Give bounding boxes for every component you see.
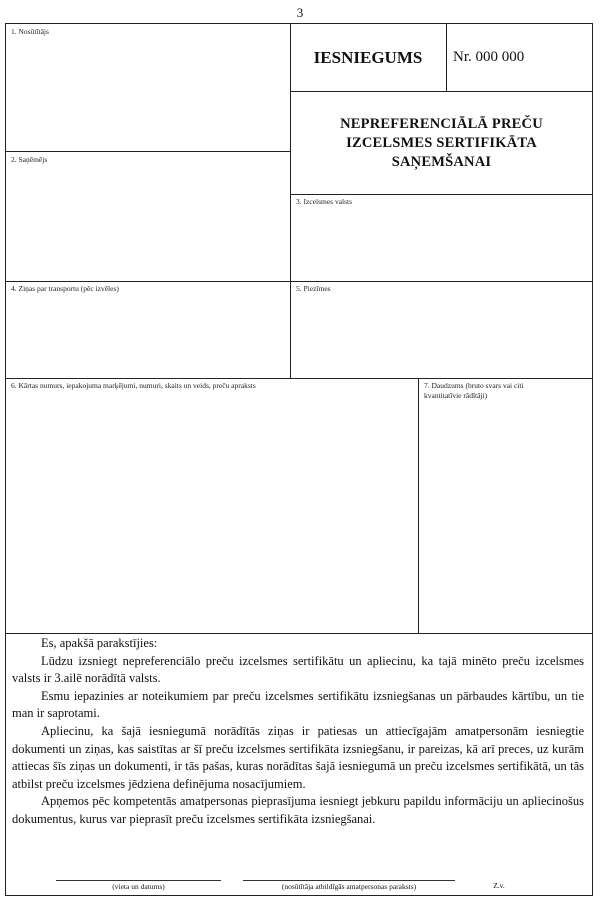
declaration-intro: Es, apakšā parakstījies: xyxy=(41,636,158,650)
goods-box[interactable]: 6. Kārtas numurs, iepakojuma marķējumi, numuri, skaits un veids, preču apraksts xyxy=(11,381,256,390)
divider xyxy=(446,24,447,91)
divider xyxy=(6,151,290,152)
quantity-box-line2: kvantitatīvie rādītāji) xyxy=(424,391,488,400)
divider xyxy=(6,633,593,634)
place-date-line[interactable] xyxy=(56,880,221,881)
origin-country-box[interactable]: 3. Izcelsmes valsts xyxy=(296,197,353,206)
divider xyxy=(6,378,593,379)
form-number: Nr. 000 000 xyxy=(453,49,525,65)
declaration-paragraph: Esmu iepazinies ar noteikumiem par preču izcelsmes sertifikātu izsniegšanas un pārbaudes kārtību, un tie man ir saprotami. xyxy=(12,688,584,721)
heading-line: SAŅEMŠANAI xyxy=(391,154,492,170)
declaration xyxy=(12,635,584,829)
divider xyxy=(290,91,593,92)
divider xyxy=(6,281,593,282)
form-heading xyxy=(290,115,593,172)
heading-line: NEPREFERENCIĀLĀ PREČU xyxy=(340,116,543,132)
quantity-box[interactable]: 7. Daudzums (bruto svars vai citi xyxy=(424,381,524,390)
page-number: 3 xyxy=(296,5,304,20)
declaration-paragraph: Lūdzu izsniegt nepreferenciālo preču izcelsmes sertifikātu un apliecinu, ka tajā minēto preču izcelsmes valsts ir 3.ailē norādītā valsts. xyxy=(12,653,584,686)
divider xyxy=(290,24,291,379)
divider xyxy=(290,194,593,195)
signature-caption: (nosūtītāja atbildīgās amatpersonas paraksts) xyxy=(281,882,417,891)
signature-line[interactable] xyxy=(243,880,455,881)
heading-line: IZCELSMES SERTIFIKĀTA xyxy=(346,135,537,151)
stamp-label: Z.v. xyxy=(493,881,505,890)
transport-box[interactable]: 4. Ziņas par transportu (pēc izvēles) xyxy=(11,284,119,293)
remarks-box[interactable]: 5. Piezīmes xyxy=(296,284,331,293)
declaration-paragraph: Apņemos pēc kompetentās amatpersonas pieprasījuma iesniegt jebkuru papildu informāciju un apliecinošus dokumentus, kurus var pieprasīt preču izcelsmes sertifikāta izsniegšanai. xyxy=(12,794,584,826)
place-date-caption: (vieta un datums) xyxy=(112,882,165,891)
divider xyxy=(418,378,419,634)
sender-box[interactable]: 1. Nosūtītājs xyxy=(11,27,49,36)
recipient-box[interactable]: 2. Saņēmējs xyxy=(11,155,48,164)
form-title: IESNIEGUMS xyxy=(313,48,423,67)
declaration-paragraph: Apliecinu, ka šajā iesniegumā norādītās ziņas ir patiesas un attiecīgajām amatpersonām iesniegtie dokumenti un ziņas, kas saistītas ar šī preču izcelsmes sertifikāta izsniegšanu, ir pareizas, kā arī preces, uz kurām attiecas šīs ziņas un dokumenti, ir tās pašas, kuras norādītas šajā iesniegumā un preču izcelsmes sertifikātā, un tās atbilst preču izcelsmes jēdziena definējuma nosacījumiem. xyxy=(12,723,584,791)
